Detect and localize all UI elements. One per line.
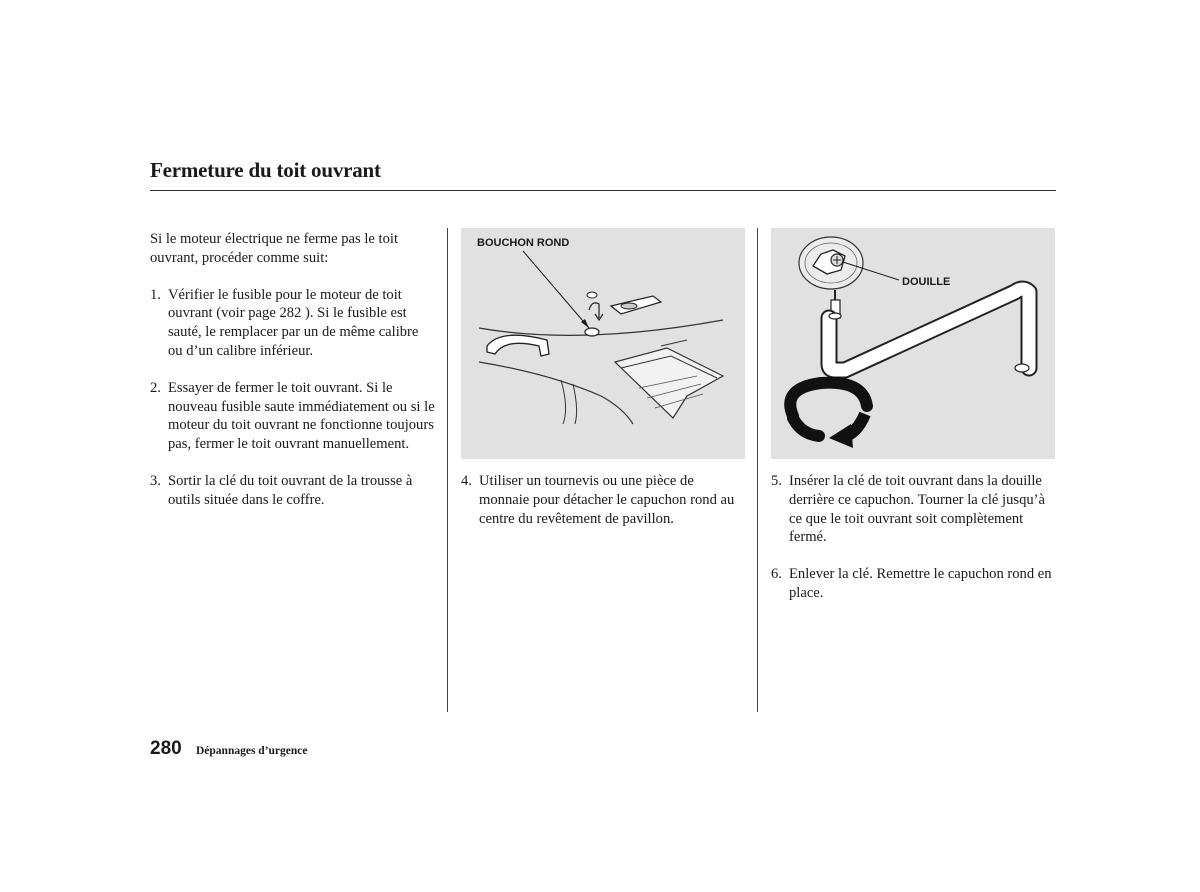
page-number: 280 [150, 738, 182, 759]
step-4 [461, 472, 745, 528]
step-text: Enlever la clé. Remettre le capuchon rond en place. [789, 566, 1052, 601]
title-rule [150, 190, 1056, 191]
step-number: 5. [771, 473, 782, 489]
step-text: Sortir la clé du toit ouvrant de la trousse à outils située dans le coffre. [168, 472, 413, 508]
column-3 [771, 472, 1056, 603]
sunroof-key-illustration [771, 228, 1055, 459]
step-2 [150, 379, 435, 454]
step-5 [771, 472, 1056, 547]
column-divider [447, 228, 448, 712]
column-1 [150, 230, 435, 510]
step-1 [150, 286, 435, 361]
step-number: 3. [150, 472, 161, 489]
roof-cap-illustration [461, 228, 745, 459]
step-3 [150, 472, 435, 510]
bouchon-rond-label: BOUCHON ROND [477, 237, 570, 249]
intro-text: Si le moteur électrique ne ferme pas le toit ouvrant, procéder comme suit: [150, 231, 399, 266]
step-text: Insérer la clé de toit ouvrant dans la douille derrière ce capuchon. Tourner la clé jusqu’à ce que le toit ouvrant soit complètement fermé. [789, 473, 1045, 546]
section-name: Dépannages d’urgence [196, 745, 308, 757]
page-title: Fermeture du toit ouvrant [150, 158, 381, 182]
step-number: 1. [150, 286, 161, 303]
douille-label: DOUILLE [902, 276, 951, 288]
step-number: 4. [461, 473, 472, 489]
step-text: Essayer de fermer le toit ouvrant. Si le nouveau fusible saute immédiatement ou si le moteur du toit ouvrant ne fonctionne toujours pas, fermer le toit ouvrant manuellement. [168, 379, 435, 453]
step-text: Utiliser un tournevis ou une pièce de monnaie pour détacher le capuchon rond au centre du revêtement de pavillon. [479, 473, 735, 527]
step-text: Vérifier le fusible pour le moteur de toit ouvrant (voir page 282 ). Si le fusible est sauté, le remplacer par un de même calibre ou d’un calibre inférieur. [168, 286, 419, 359]
step-6 [771, 565, 1056, 603]
step-number: 2. [150, 379, 161, 396]
column-2 [461, 472, 745, 528]
step-number: 6. [771, 566, 782, 583]
column-divider [757, 228, 758, 712]
